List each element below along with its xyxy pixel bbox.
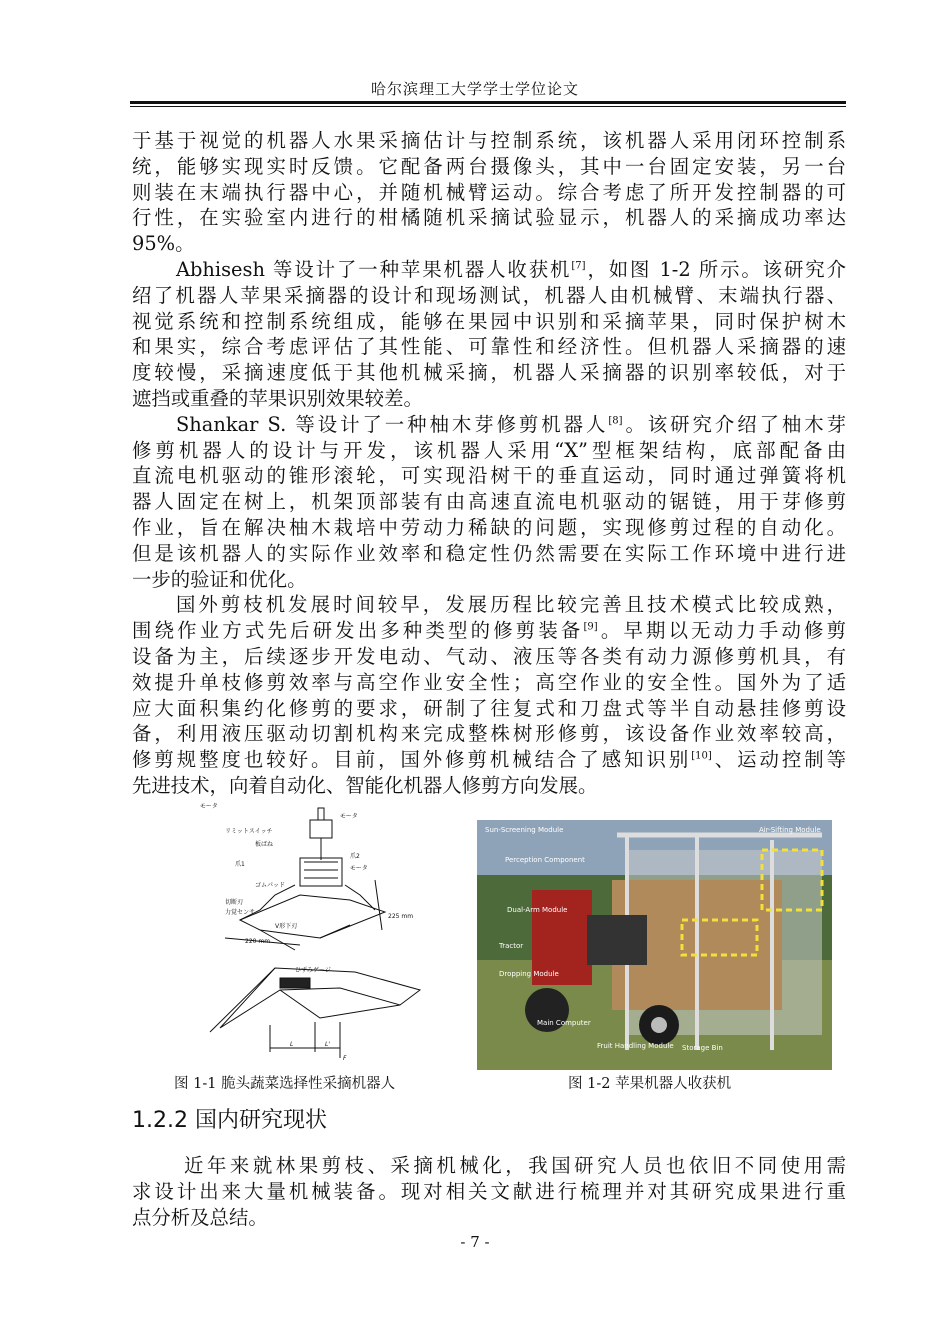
text-line: [132, 618, 846, 644]
text-segment: 、运动控制等: [711, 748, 847, 772]
text-line: [132, 412, 846, 438]
body-text: [132, 128, 846, 799]
photo-label: Storage Bin: [682, 1044, 723, 1052]
text-segment: Abhisesh 等设计了一种苹果机器人收获机: [176, 257, 572, 281]
text-line: 作业，旨在解决柚木栽培中劳动力稀缺的问题，实现修剪过程的自动化。: [132, 515, 846, 539]
text-line: 点分析及总结。: [132, 1205, 268, 1229]
photo-label: Air-Sifting Module: [759, 826, 821, 834]
text-line: 和果实，综合考虑评估了其性能、可靠性和经济性。但机器人采摘器的速: [132, 335, 846, 359]
text-line: 但是该机器人的实际作业效率和稳定性仍然需要在实际工作环境中进行进: [132, 541, 846, 565]
header-rule-thin: [130, 106, 846, 107]
drawing-label: 板ばね: [255, 841, 274, 848]
figure-1-1-caption: 图 1-1 脆头蔬菜选择性采摘机器人: [174, 1076, 396, 1092]
text-line: [132, 257, 846, 283]
drawing-label: F: [343, 1055, 347, 1062]
photo-label: Perception Component: [505, 856, 585, 864]
text-line: 绍了机器人苹果采摘器的设计和现场测试，机器人由机械臂、末端执行器、: [132, 283, 846, 307]
text-line: 一步的验证和优化。: [132, 567, 307, 591]
text-line: 修剪机器人的设计与开发，该机器人采用“X”型框架结构，底部配备由: [132, 438, 846, 462]
photo-label: Dropping Module: [499, 970, 559, 978]
header-rule-thick: [130, 101, 846, 104]
drawing-label: 力覚センサ: [225, 909, 256, 916]
drawing-label: 爪2: [350, 853, 360, 860]
figure-1-1: [200, 800, 440, 1065]
text-line: [132, 747, 846, 773]
paragraph-2: [132, 257, 846, 412]
text-line: 求设计出来大量机械装备。现对相关文献进行梳理并对其研究成果进行重: [132, 1179, 846, 1203]
drawing-label: 切断刃: [225, 899, 244, 906]
text-line: 直流电机驱动的锥形滚轮，可实现沿树干的垂直运动，同时通过弹簧将机: [132, 464, 846, 488]
text-line: 遮挡或重叠的苹果识别效果较差。: [132, 386, 423, 410]
text-line: 95%。: [132, 232, 195, 256]
apple-harvester-photo: [477, 820, 832, 1070]
text-line: 统，能够实现实时反馈。它配备两台摄像头，其中一台固定安装，另一台: [132, 154, 846, 178]
text-line: 国外剪枝机发展时间较早，发展历程比较完善且技术模式比较成熟，: [176, 593, 846, 617]
text-line: 应大面积集约化修剪的要求，研制了往复式和刀盘式等半自动悬挂修剪设: [132, 696, 846, 720]
drawing-label: ひずみゲージ: [295, 967, 331, 974]
text-segment: 修剪规整度也较好。目前，国外修剪机械结合了感知识别: [132, 748, 692, 772]
text-segment: 围绕作业方式先后研发出多种类型的修剪装备: [132, 619, 584, 643]
photo-label: Tractor: [499, 942, 524, 950]
text-line: 近年来就林果剪枝、采摘机械化，我国研究人员也依旧不同使用需: [184, 1154, 846, 1177]
drawing-label: モータ: [350, 865, 368, 872]
photo-label: Main Computer: [537, 1019, 591, 1027]
text-line: 先进技术，向着自动化、智能化机器人修剪方向发展。: [132, 773, 598, 797]
text-line: 则装在末端执行器中心，并随机械臂运动。综合考虑了所开发控制器的可: [132, 180, 846, 204]
text-segment: Shankar S. 等设计了一种柚木芽修剪机器人: [176, 412, 609, 436]
header-title: 哈尔滨理工大学学士学位论文: [370, 80, 579, 98]
drawing-label: モータ: [340, 813, 358, 820]
photo-label: Dual-Arm Module: [507, 906, 568, 914]
text-line: 设备为主，后续逐步开发电动、气动、液压等各类有动力源修剪机具，有: [132, 644, 846, 668]
photo-label: Fruit Handling Module: [597, 1042, 674, 1050]
text-line: 器人固定在树上，机架顶部装有由高速直流电机驱动的锯链，用于芽修剪: [132, 490, 846, 514]
drawing-label: リミットスイッチ: [225, 828, 273, 835]
drawing-label: L': [325, 1041, 330, 1048]
text-line: 行性，在实验室内进行的柑橘随机采摘试验显示，机器人的采摘成功率达: [132, 206, 846, 230]
citation-ref: [7]: [571, 260, 586, 272]
citation-ref: [8]: [608, 415, 623, 427]
section-body-text: [132, 1153, 846, 1230]
text-segment: 。该研究介绍了柚木芽: [622, 412, 847, 436]
text-segment: ，如图 1-2 所示。该研究: [585, 257, 827, 281]
drawing-label: モータ: [200, 803, 218, 810]
drawing-label: ゴムパッド: [255, 882, 286, 889]
picking-robot-drawing: [200, 800, 440, 1065]
citation-ref: [10]: [691, 750, 712, 762]
section-heading: 1.2.2 国内研究现状: [132, 1108, 327, 1133]
figure-1-2: [477, 820, 832, 1070]
text-line: 效提升单枝修剪效率与高空作业安全性；高空作业的安全性。国外为了适: [132, 670, 846, 694]
drawing-label: 爪1: [235, 861, 245, 868]
text-segment: 介: [826, 257, 846, 281]
drawing-label: L: [290, 1041, 294, 1048]
photo-label: Sun-Screening Module: [485, 826, 564, 834]
text-line: 于基于视觉的机器人水果采摘估计与控制系统，该机器人采用闭环控制系: [132, 129, 846, 152]
text-line: 视觉系统和控制系统组成，能够在果园中识别和采摘苹果，同时保护树木: [132, 309, 846, 333]
drawing-label: 220 mm: [245, 938, 271, 945]
text-segment: 。早期以无动力手动修剪: [597, 619, 847, 643]
page-number: - 7 -: [460, 1233, 490, 1251]
text-line: 度较慢，采摘速度低于其他机械采摘，机器人采摘器的识别率较低，对于: [132, 361, 846, 385]
drawing-label: 225 mm: [388, 913, 414, 920]
paragraph-4: [132, 592, 846, 798]
paragraph-1: [132, 128, 846, 257]
drawing-label: V形下刃: [275, 923, 298, 930]
paragraph-3: [132, 412, 846, 593]
figure-1-2-caption: 图 1-2 苹果机器人收获机: [568, 1076, 732, 1092]
text-line: 备，利用液压驱动切割机构来完成整株树形修剪，该设备作业效率较高，: [132, 722, 846, 746]
citation-ref: [9]: [583, 621, 598, 633]
